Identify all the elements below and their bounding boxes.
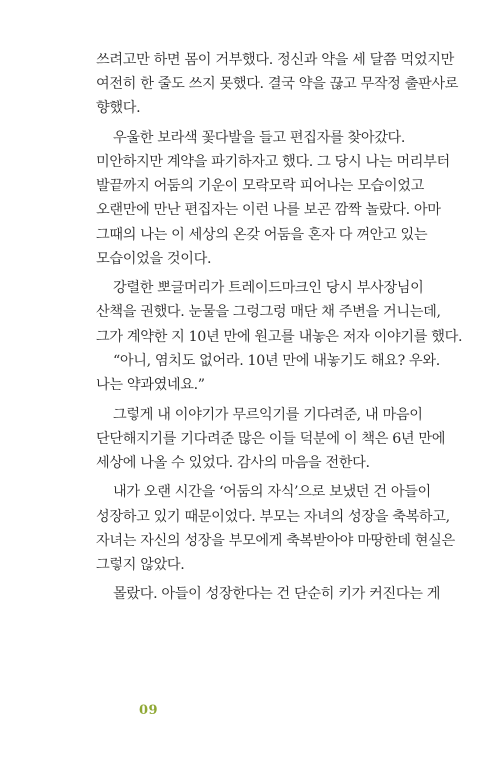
text-line: 자녀는 자신의 성장을 부모에게 축복받아야 마땅한데 현실은 [96, 532, 455, 549]
text-line: 향했다. [96, 100, 141, 117]
text-line: 여전히 한 줄도 쓰지 못했다. 결국 약을 끊고 무작정 출판사로 [96, 76, 459, 93]
page-number: 09 [139, 703, 159, 718]
text-line: “아니, 염치도 없어라. 10년 만에 내놓기도 해요? 우와. [113, 352, 440, 369]
text-line: 그가 계약한 지 10년 만에 원고를 내놓은 저자 이야기를 했다. [96, 328, 463, 345]
text-line: 내가 오랜 시간을 ‘어둠의 자식’으로 보냈던 건 아들이 [113, 484, 431, 501]
text-line: 강렬한 뽀글머리가 트레이드마크인 당시 부사장님이 [113, 280, 424, 297]
text-line: 나는 약과였네요.” [96, 377, 205, 394]
text-line: 그때의 나는 이 세상의 온갖 어둠을 혼자 다 껴안고 있는 [96, 226, 428, 243]
text-line: 몰랐다. 아들이 성장한다는 건 단순히 키가 커진다는 게 [113, 586, 441, 603]
text-line: 단단해지기를 기다려준 많은 이들 덕분에 이 책은 6년 만에 [96, 430, 446, 447]
text-line: 산책을 권했다. 눈물을 그렁그렁 매단 채 주변을 거니는데, [96, 304, 441, 321]
text-line: 쓰려고만 하면 몸이 거부했다. 정신과 약을 세 달쯤 먹었지만 [96, 52, 454, 68]
text-line: 오랜만에 만난 편집자는 이런 나를 보곤 깜짝 놀랐다. 아마 [96, 202, 441, 219]
text-line: 세상에 나올 수 있었다. 감사의 마음을 전한다. [96, 454, 370, 471]
text-line: 우울한 보라색 꽃다발을 들고 편집자를 찾아갔다. [113, 129, 406, 146]
text-line: 미안하지만 계약을 파기하자고 했다. 그 당시 나는 머리부터 [96, 154, 450, 171]
text-line: 발끝까지 어둠의 기운이 모락모락 피어나는 모습이었고 [96, 178, 424, 195]
text-line: 성장하고 있기 때문이었다. 부모는 자녀의 성장을 축복하고, [96, 508, 450, 525]
body-text [96, 48, 466, 607]
text-line: 그렇지 않았다. [96, 556, 185, 573]
text-line: 모습이었을 것이다. [96, 250, 212, 267]
text-line: 그렇게 내 이야기가 무르익기를 기다려준, 내 마음이 [113, 406, 423, 423]
